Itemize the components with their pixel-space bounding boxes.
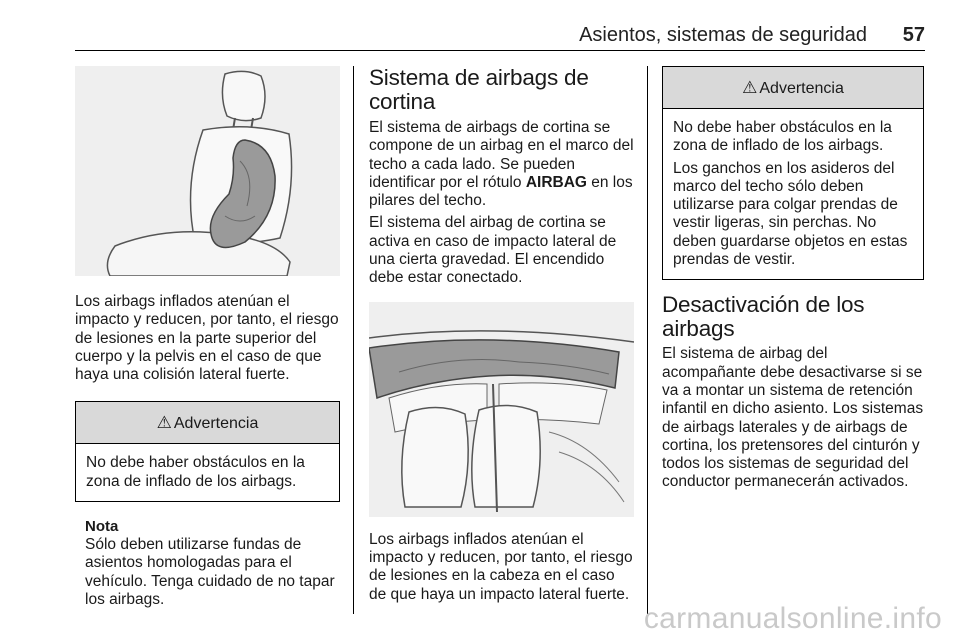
warning-box-right — [662, 66, 924, 280]
page-header — [75, 22, 925, 51]
curtain-airbag-caption: Los airbags inflados atenúan el impacto y reducen, por tanto, el riesgo de lesiones en la cabeza en el caso de que haya un impacto lateral fuerte. — [369, 530, 633, 603]
page-title: Asientos, sistemas de seguridad — [579, 24, 867, 46]
note-label: Nota — [85, 518, 119, 536]
warning-box-left — [75, 401, 340, 502]
column-divider — [353, 66, 354, 614]
seat-with-airbag-drawing — [75, 66, 340, 276]
warning-text-2: Los ganchos en los asideros del marco del techo sólo deben utilizarse para colgar prendas de vestir ligeras, sin perchas. No deben guardarse objetos en estas prendas de vestir. — [673, 159, 908, 269]
curtain-airbag-illustration — [369, 302, 634, 517]
seat-airbag-caption: Los airbags inflados atenúan el impacto y reducen, por tanto, el riesgo de lesiones en la parte superior del cuerpo y la pelvis en el caso de que haya una colisión lateral fuerte. — [75, 293, 339, 384]
column-divider — [647, 66, 648, 614]
para-text: El sistema de airbags de cortina se compone de un airbag en el marco del techo a cada lado. Se pueden identificar por el rótulo — [369, 119, 634, 191]
warning-title: Advertencia — [759, 80, 844, 97]
airbag-label-text: AIRBAG — [525, 173, 587, 191]
deactivation-paragraph: El sistema de airbag del acompañante debe desactivarse si se va a montar un sistema de retención infantil en dicho asiento. Los sistemas de airbags laterales y de airbags de cortina, los pretensores del cinturón y todos los sistemas de seguridad del conductor permanecerán activados. — [662, 345, 924, 491]
note-block — [75, 518, 340, 609]
side-airbag-seat-illustration — [75, 66, 340, 276]
warning-text-1: No debe haber obstáculos en la zona de inflado de los airbags. — [673, 119, 892, 155]
curtain-airbag-paragraph-1 — [369, 119, 634, 210]
deactivation-heading: Desactivación de los airbags — [662, 292, 865, 342]
warning-header — [663, 67, 923, 109]
column-middle — [369, 66, 634, 604]
watermark: carmanualsonline.info — [643, 602, 942, 635]
warning-text: No debe haber obstáculos en la zona de inflado de los airbags. — [86, 454, 305, 490]
para-text: en los pilares del techo. — [369, 173, 633, 210]
page-number: 57 — [902, 24, 925, 46]
column-right — [662, 66, 924, 492]
warning-title: Advertencia — [173, 415, 259, 433]
warning-triangle-icon: ⚠ — [742, 78, 758, 97]
warning-body — [663, 109, 923, 279]
column-left — [75, 66, 340, 609]
warning-body — [76, 444, 339, 501]
note-text: Sólo deben utilizarse fundas de asientos homologadas para el vehículo. Tenga cuidado de no tapar los airbags. — [85, 536, 335, 608]
warning-header — [76, 402, 339, 444]
curtain-airbag-heading: Sistema de airbags de cortina — [369, 65, 589, 114]
curtain-airbag-paragraph-2: El sistema del airbag de cortina se activa en caso de impacto lateral de una cierta gravedad. El encendido debe estar conectado. — [369, 214, 617, 287]
warning-triangle-icon: ⚠ — [156, 413, 172, 433]
car-interior-curtain-airbag-drawing — [369, 302, 634, 517]
